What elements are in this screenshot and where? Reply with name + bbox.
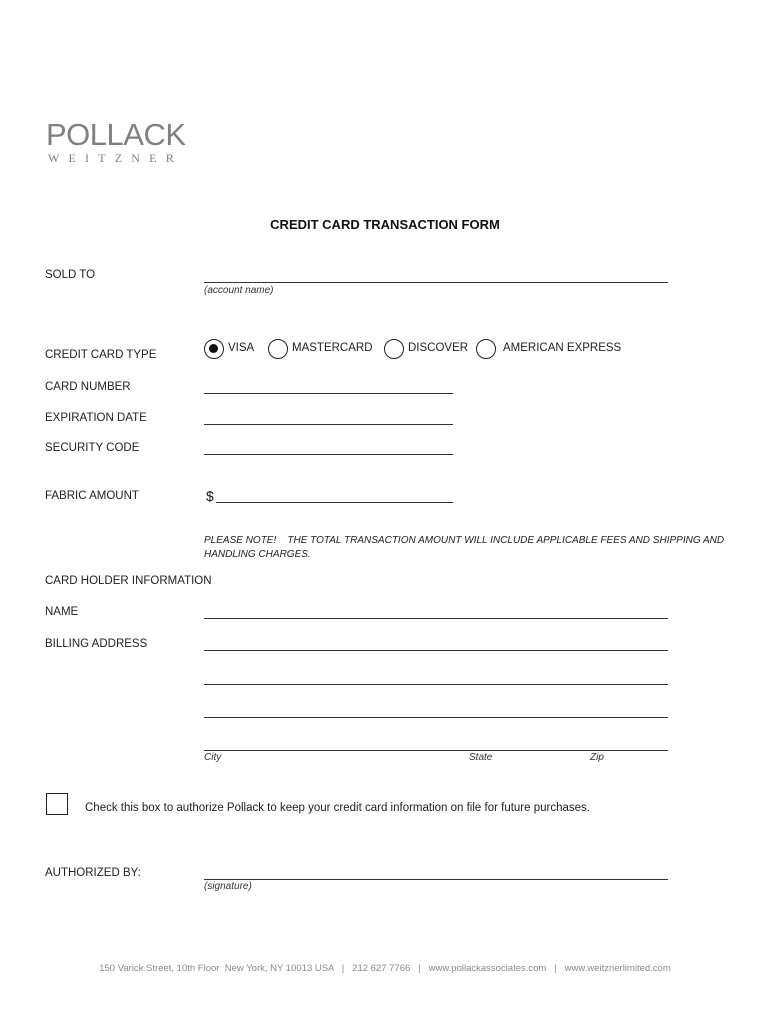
state-hint: State [469,752,493,763]
card-type-label: CREDIT CARD TYPE [45,349,157,361]
fabric-amount-field[interactable] [216,502,453,503]
option-mastercard-label: MASTERCARD [292,342,373,354]
authorize-on-file-text: Check this box to authorize Pollack to keep your credit card information on file for future purchases. [85,802,590,814]
expiration-date-field[interactable] [204,424,453,425]
signature-field[interactable] [204,879,668,880]
billing-address-label: BILLING ADDRESS [45,638,148,650]
option-american-express-label: AMERICAN EXPRESS [503,342,622,354]
name-field[interactable] [204,618,668,619]
billing-address-city-state-zip[interactable] [204,750,668,751]
zip-hint: Zip [590,752,604,763]
radio-mastercard[interactable] [268,339,288,359]
authorized-by-label: AUTHORIZED BY: [45,867,141,879]
transaction-note: PLEASE NOTE! THE TOTAL TRANSACTION AMOUNT WILL INCLUDE APPLICABLE FEES AND SHIPPING AND HANDLING CHARGES. [204,535,727,560]
form-title: CREDIT CARD TRANSACTION FORM [270,217,500,232]
billing-address-line-3[interactable] [204,717,668,718]
card-holder-section-heading: CARD HOLDER INFORMATION [45,575,212,587]
card-number-label: CARD NUMBER [45,381,131,393]
fabric-amount-label: FABRIC AMOUNT [45,490,139,502]
footer-contact-info: 150 Varick Street, 10th Floor New York, NY 10013 USA | 212 627 7766 | www.pollackassociates.com | www.weitznerlimited.com [99,963,671,974]
currency-symbol: $ [206,488,214,504]
billing-address-line-1[interactable] [204,650,668,651]
option-discover-label: DISCOVER [408,342,469,354]
option-visa-label: VISA [228,342,255,354]
city-hint: City [204,752,222,763]
logo-subtitle: WEITZNER [48,151,183,165]
card-number-field[interactable] [204,393,453,394]
radio-visa[interactable] [204,339,224,359]
name-label: NAME [45,606,79,618]
billing-address-line-2[interactable] [204,684,668,685]
security-code-field[interactable] [204,454,453,455]
sold-to-field[interactable] [204,282,668,283]
expiration-date-label: EXPIRATION DATE [45,412,147,424]
signature-hint: (signature) [204,881,252,892]
logo-wordmark: POLLACK [46,117,186,152]
authorize-on-file-checkbox[interactable] [46,793,68,815]
sold-to-hint: (account name) [204,285,274,296]
sold-to-label: SOLD TO [45,269,96,281]
radio-discover[interactable] [384,339,404,359]
radio-american-express[interactable] [476,339,496,359]
security-code-label: SECURITY CODE [45,442,140,454]
